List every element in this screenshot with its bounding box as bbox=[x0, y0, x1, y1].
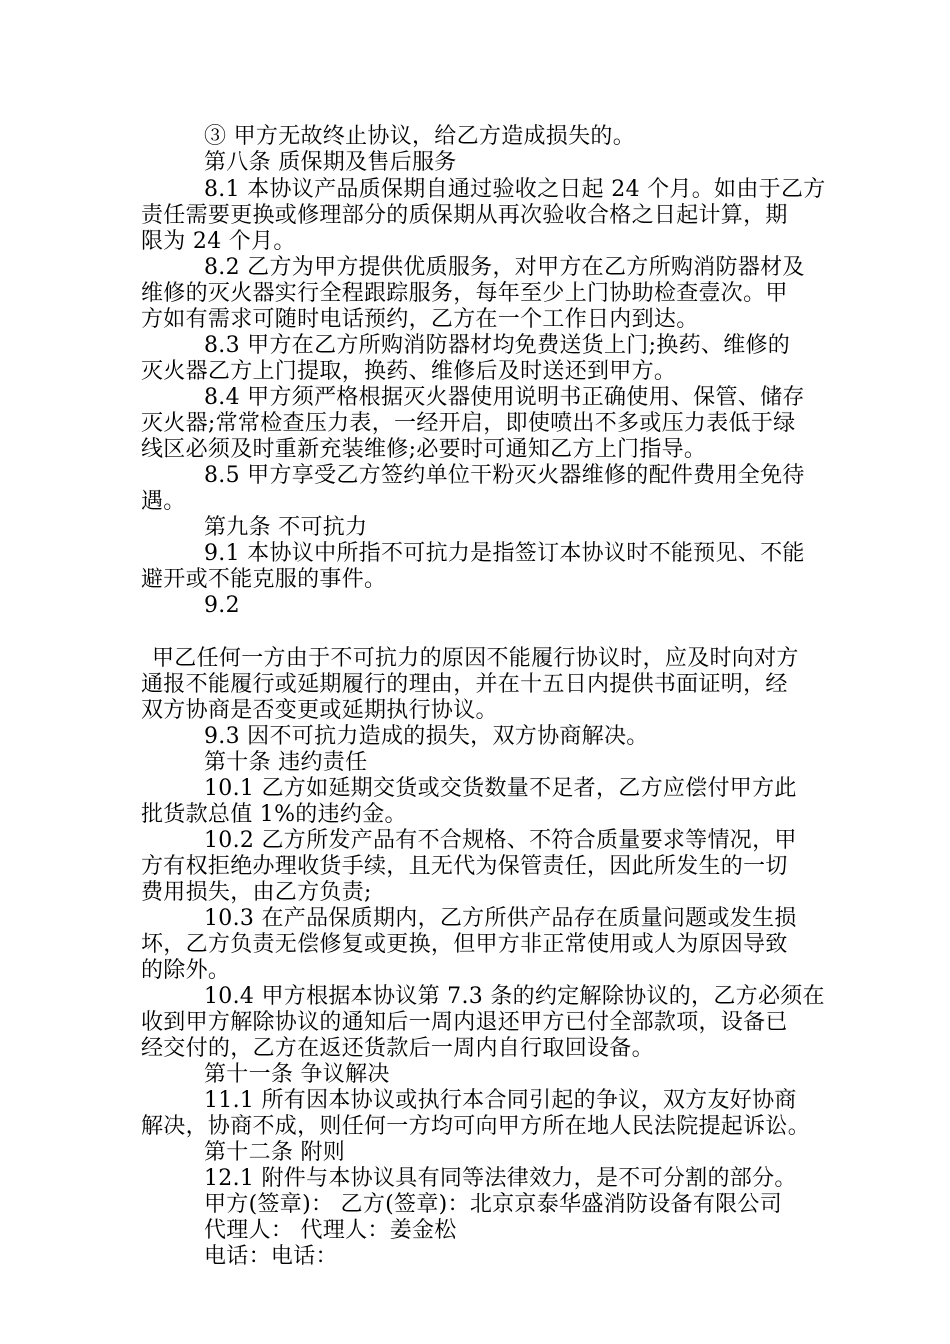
text-line: 解决，协商不成，则任何一方均可向甲方所在地人民法院提起诉讼。 bbox=[141, 1114, 811, 1139]
section-heading: 第八条 质保期及售后服务 bbox=[204, 150, 457, 175]
text-line: 12.1 附件与本协议具有同等法律效力，是不可分割的部分。 bbox=[204, 1166, 797, 1191]
text-line: 10.3 在产品保质期内，乙方所供产品存在质量问题或发生损 bbox=[204, 906, 797, 931]
text-line: 9.2 bbox=[204, 593, 240, 618]
text-line: 维修的灭火器实行全程跟踪服务，每年至少上门协助检查壹次。甲 bbox=[141, 281, 788, 306]
text-line: 方有权拒绝办理收货手续，且无代为保管责任，因此所发生的一切 bbox=[141, 854, 788, 879]
signature-line: 甲方(签章)： 乙方(签章)：北京京泰华盛消防设备有限公司 bbox=[204, 1192, 783, 1217]
section-heading: 第十二条 附则 bbox=[204, 1140, 346, 1165]
text-line: 通报不能履行或延期履行的理由，并在十五日内提供书面证明，经 bbox=[141, 672, 788, 697]
text-line: 灭火器乙方上门提取，换药、维修后及时送还到甲方。 bbox=[141, 359, 677, 384]
text-line: 8.1 本协议产品质保期自通过验收之日起 24 个月。如由于乙方 bbox=[204, 177, 826, 202]
text-line: 坏，乙方负责无偿修复或更换，但甲方非正常使用或人为原因导致 bbox=[141, 932, 788, 957]
text-line: 10.1 乙方如延期交货或交货数量不足者，乙方应偿付甲方此 bbox=[204, 776, 797, 801]
text-line: ③ 甲方无故终止协议，给乙方造成损失的。 bbox=[204, 124, 635, 149]
text-line: 9.1 本协议中所指不可抗力是指签订本协议时不能预见、不能 bbox=[204, 541, 805, 566]
text-line: 收到甲方解除协议的通知后一周内退还甲方已付全部款项，设备已 bbox=[141, 1010, 788, 1035]
text-line: 8.5 甲方享受乙方签约单位干粉灭火器维修的配件费用全免待 bbox=[204, 463, 805, 488]
text-line: 8.3 甲方在乙方所购消防器材均免费送货上门;换药、维修的 bbox=[204, 333, 791, 358]
section-heading: 第十条 违约责任 bbox=[204, 750, 368, 775]
text-line: 10.2 乙方所发产品有不合规格、不符合质量要求等情况，甲 bbox=[204, 828, 797, 853]
text-line: 8.2 乙方为甲方提供优质服务，对甲方在乙方所购消防器材及 bbox=[204, 255, 805, 280]
text-line: 9.3 因不可抗力造成的损失，双方协商解决。 bbox=[204, 724, 649, 749]
text-line: 8.4 甲方须严格根据灭火器使用说明书正确使用、保管、储存 bbox=[204, 385, 805, 410]
section-heading: 第十一条 争议解决 bbox=[204, 1062, 390, 1087]
text-line: 责任需要更换或修理部分的质保期从再次验收合格之日起计算，期 bbox=[141, 203, 788, 228]
text-line: 11.1 所有因本协议或执行本合同引起的争议，双方友好协商 bbox=[204, 1088, 797, 1113]
text-line: 10.4 甲方根据本协议第 7.3 条的约定解除协议的，乙方必须在 bbox=[204, 984, 825, 1009]
text-line: 遇。 bbox=[141, 489, 186, 514]
phone-line: 电话：电话： bbox=[204, 1244, 338, 1269]
text-line: 的除外。 bbox=[141, 958, 231, 983]
text-line: 灭火器;常常检查压力表，一经开启，即使喷出不多或压力表低于绿 bbox=[141, 411, 796, 436]
section-heading: 第九条 不可抗力 bbox=[204, 515, 368, 540]
text-line: 双方协商是否变更或延期执行协议。 bbox=[141, 698, 498, 723]
text-line: 费用损失，由乙方负责; bbox=[141, 880, 372, 905]
text-line: 限为 24 个月。 bbox=[141, 229, 296, 254]
text-line: 线区必须及时重新充装维修;必要时可通知乙方上门指导。 bbox=[141, 437, 707, 462]
text-line: 经交付的，乙方在返还货款后一周内自行取回设备。 bbox=[141, 1036, 654, 1061]
agent-line: 代理人： 代理人：姜金松 bbox=[204, 1218, 457, 1243]
text-line: 甲乙任何一方由于不可抗力的原因不能履行协议时，应及时向对方 bbox=[152, 646, 799, 671]
text-line: 避开或不能克服的事件。 bbox=[141, 567, 387, 592]
text-line: 方如有需求可随时电话预约，乙方在一个工作日内到达。 bbox=[141, 307, 699, 332]
text-line: 批货款总值 1%的违约金。 bbox=[141, 802, 407, 827]
